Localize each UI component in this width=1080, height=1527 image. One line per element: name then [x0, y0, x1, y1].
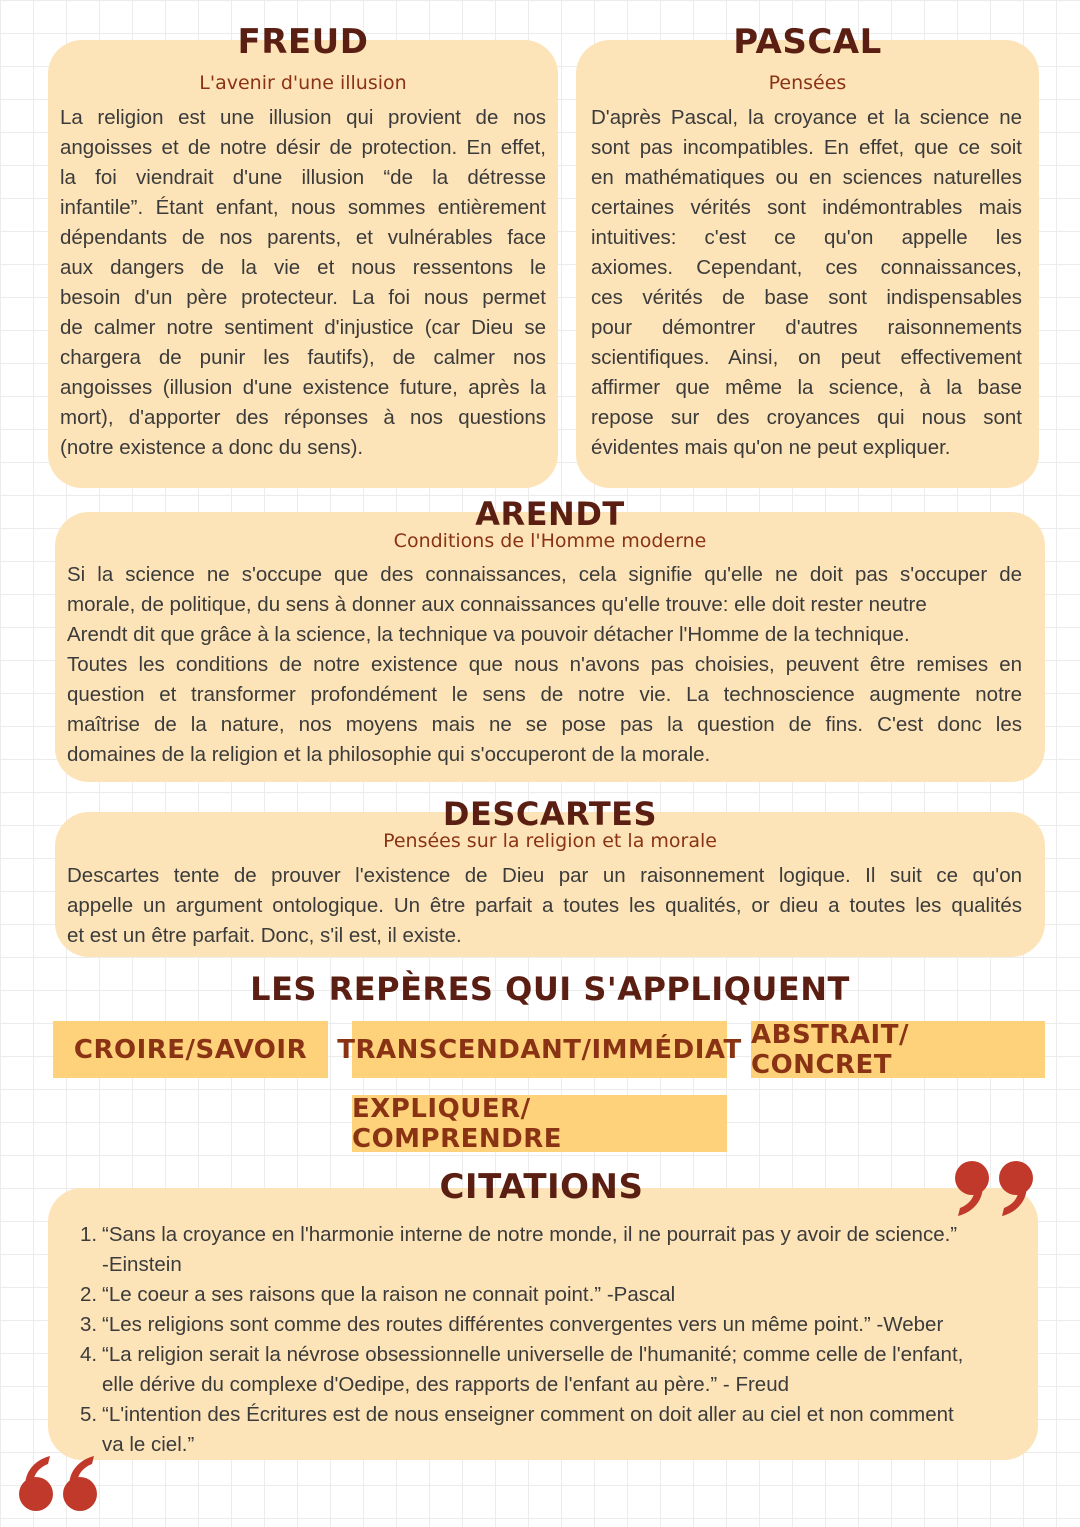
text-line: certaines vérités sont indémontrables mais	[591, 196, 1022, 219]
text-line: angoisses et de notre désir de protection. En effet,	[60, 136, 546, 159]
text-line: intuitives: c'est ce qu'on appelle les	[591, 226, 1022, 249]
item-number: 5.	[80, 1403, 98, 1426]
repere-croire-savoir: CROIRE/SAVOIR	[53, 1021, 328, 1078]
repere-abstrait-concret: ABSTRAIT/ CONCRET	[751, 1021, 1045, 1078]
text-line: affirmer que même la science, à la base	[591, 376, 1022, 399]
text-line: dépendants de nos parents, et vulnérables face	[60, 226, 546, 249]
list-item	[80, 1220, 1030, 1280]
text-line: (notre existence a donc du sens).	[60, 436, 364, 459]
text-line: sont pas incompatibles. En effet, que ce soit	[591, 136, 1022, 159]
quote-line: “L'intention des Écritures est de nous enseigner comment on doit aller au ciel et non comment	[102, 1403, 954, 1426]
text-line: axiomes. Cependant, ces connaissances,	[591, 256, 1022, 279]
citations-title: CITATIONS	[439, 1167, 644, 1207]
descartes-subtitle: Pensées sur la religion et la morale	[383, 830, 717, 852]
list-item	[80, 1310, 1030, 1340]
item-number: 3.	[80, 1313, 98, 1336]
text-line: morale, de politique, du sens à donner aux connaissances qu'elle trouve: elle doit rester neutre	[67, 593, 927, 616]
text-line: repose sur des croyances qui nous sont	[591, 406, 1022, 429]
pascal-title: PASCAL	[733, 22, 882, 62]
item-number: 4.	[80, 1343, 98, 1366]
text-line: La religion est une illusion qui provient de nos	[60, 106, 546, 129]
descartes-title: DESCARTES	[442, 795, 658, 833]
text-line: aux dangers de la vie et nous ressentons le	[60, 256, 546, 279]
text-line: D'après Pascal, la croyance et la science ne	[591, 106, 1022, 129]
quote-line: va le ciel.”	[102, 1433, 195, 1456]
quote-line: elle dérive du complexe d'Oedipe, des rapports de l'enfant au père.” - Freud	[102, 1373, 790, 1396]
repere-expliquer-comprendre: EXPLIQUER/ COMPRENDRE	[352, 1095, 727, 1152]
descartes-text	[67, 861, 1022, 951]
text-line: la foi viendrait d'une illusion “de la détresse	[60, 166, 546, 189]
text-line: en mathématiques ou en sciences naturelles	[591, 166, 1022, 189]
text-line: Descartes tente de prouver l'existence de Dieu par un raisonnement logique. Il suit ce qu'on	[67, 864, 1022, 887]
quote-line: “La religion serait la névrose obsessionnelle universelle de l'humanité; comme celle de l'enfant,	[102, 1343, 964, 1366]
text-line: chargera de punir les fautifs), de calmer nos	[60, 346, 546, 369]
text-line: infantile”. Étant enfant, nous sommes entièrement	[60, 196, 546, 219]
quote-line: “Sans la croyance en l'harmonie interne de notre monde, il ne pourrait pas y avoir de science.”	[102, 1223, 958, 1246]
text-line: ces vérités de base sont indispensables	[591, 286, 1022, 309]
pascal-text	[591, 103, 1022, 463]
text-line: maîtrise de la nature, nos moyens mais ne se pose pas la question de fins. C'est donc les	[67, 713, 1022, 736]
freud-subtitle: L'avenir d'une illusion	[199, 72, 407, 94]
text-line: angoisses (illusion d'une existence future, après la	[60, 376, 546, 399]
text-line: Si la science ne s'occupe que des connaissances, cela signifie qu'elle ne doit pas s'occuper de	[67, 563, 1022, 586]
list-item	[80, 1340, 1030, 1400]
text-line: de calmer notre sentiment d'injustice (car Dieu se	[60, 316, 546, 339]
text-line: Arendt dit que grâce à la science, la technique va pouvoir détacher l'Homme de la technique.	[67, 623, 910, 646]
text-line: et est un être parfait. Donc, s'il est, il existe.	[67, 924, 462, 947]
arendt-title: ARENDT	[475, 495, 625, 533]
text-line: Toutes les conditions de notre existence que nous n'avons pas choisies, peuvent être remises en	[67, 653, 1022, 676]
arendt-text	[67, 560, 1022, 770]
freud-text	[60, 103, 546, 463]
text-line: mort), d'apporter des réponses à nos questions	[60, 406, 546, 429]
text-line: domaines de la religion et la philosophie qui s'occuperont de la morale.	[67, 743, 711, 766]
repere-transcendant-immediat: TRANSCENDANT/IMMÉDIAT	[352, 1021, 727, 1078]
item-number: 2.	[80, 1283, 98, 1306]
arendt-subtitle: Conditions de l'Homme moderne	[393, 530, 707, 552]
freud-title: FREUD	[237, 22, 369, 62]
opening-quote-icon	[12, 1452, 102, 1514]
list-item	[80, 1400, 1030, 1460]
pascal-subtitle: Pensées	[768, 72, 847, 94]
quote-line: -Einstein	[102, 1253, 182, 1276]
text-line: pour démontrer d'autres raisonnements	[591, 316, 1022, 339]
reperes-title: LES REPÈRES QUI S'APPLIQUENT	[250, 970, 850, 1008]
item-number: 1.	[80, 1223, 98, 1246]
text-line: question et transformer profondément le sens de notre vie. La technoscience augmente notre	[67, 683, 1022, 706]
text-line: scientifiques. Ainsi, on peut effectivement	[591, 346, 1022, 369]
text-line: évidentes mais qu'on ne peut expliquer.	[591, 436, 951, 459]
closing-quote-icon	[952, 1158, 1040, 1218]
quote-line: “Le coeur a ses raisons que la raison ne connait point.” -Pascal	[102, 1283, 676, 1306]
text-line: appelle un argument ontologique. Un être parfait a toutes les qualités, or dieu a toutes les qualités	[67, 894, 1022, 917]
list-item	[80, 1280, 1030, 1310]
quote-line: “Les religions sont comme des routes différentes convergentes vers un même point.” -Weber	[102, 1313, 944, 1336]
text-line: besoin d'un père protecteur. La foi nous permet	[60, 286, 546, 309]
citations-list	[80, 1220, 1030, 1460]
